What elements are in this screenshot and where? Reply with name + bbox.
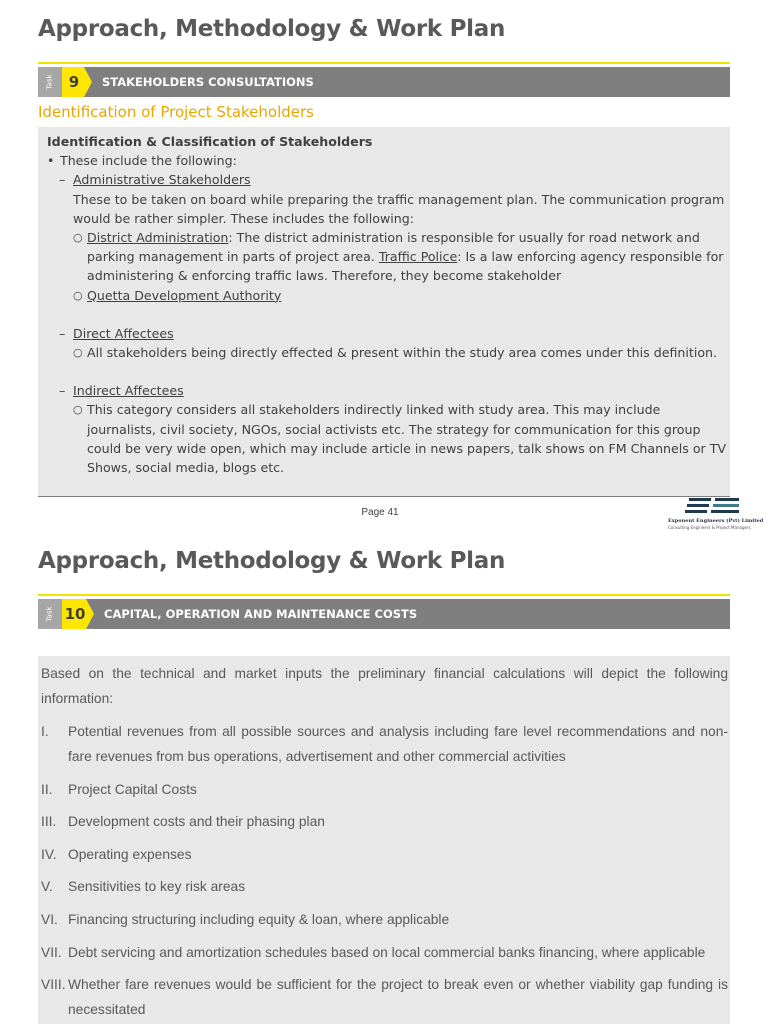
list-item [41,777,728,802]
section-subheading: Identification of Project Stakeholders [38,103,314,121]
list-item-number: V. [41,879,53,895]
indirect-affectees-description: ○ This category considers all stakeholders indirectly linked with study area. This may include journalists, civil society, NGOs, social activists etc. The strategy for communication for this group could be very wide open, which may include article in news papers, talk shows on FM Channels or TV Shows, social media, blogs etc. [73,400,730,477]
page-title: Approach, Methodology & Work Plan [38,16,506,42]
task-title: CAPITAL, OPERATION AND MAINTENANCE COSTS [104,607,418,621]
list-item-direct-affectees: – Direct Affectees [59,324,730,343]
task-header-bar [38,67,730,97]
task-tag: Task [38,599,62,629]
task-title: STAKEHOLDERS CONSULTATIONS [102,75,314,89]
bullet-item: • These include the following: [47,151,730,170]
list-item-text: Debt servicing and amortization schedules based on local commercial banks financing, where applicable [68,944,706,960]
circle-bullet-icon: ○ [73,288,83,302]
list-item-number: VIII. [41,977,66,993]
title-divider [38,62,730,64]
list-item-text: Sensitivities to key risk areas [68,879,246,895]
list-item-number: III. [41,814,57,830]
direct-affectees-description: ○ All stakeholders being directly effected & present within the study area comes under this definition. [73,343,730,362]
bullet-dot-icon: • [47,153,55,169]
list-item-quetta-development: ○ Quetta Development Authority [73,286,730,305]
list-item-number: VI. [41,911,58,927]
list-item [41,940,728,965]
list-item [41,907,728,932]
page-title: Approach, Methodology & Work Plan [38,548,506,574]
list-item-text: Whether fare revenues would be sufficient for the project to break even or whether viability gap funding is necessitated [68,977,728,1018]
list-item-district-administration: ○ District Administration: The district administration is responsible for usually for road network and parking management in parts of project area. Traffic Police: Is a law enforcing agency responsible for administering & enforcing traffic laws. Therefore, they become stakeholder [73,228,730,286]
list-item [41,972,728,1022]
dash-marker-icon: – [59,325,66,341]
list-item [41,719,728,769]
panel-heading: Identification & Classification of Stakeholders [47,134,373,149]
list-item-indirect-affectees: – Indirect Affectees [59,381,730,400]
task-number-badge: 9 [62,67,84,97]
stakeholders-content-panel [38,127,730,496]
title-divider [38,594,730,596]
costs-intro: Based on the technical and market inputs the preliminary financial calculations will depict the following information: [41,666,728,706]
circle-bullet-icon: ○ [73,231,83,245]
list-item-text: Potential revenues from all possible sources and analysis including fare level recommendations and non-fare revenues from bus operations, advertisement and other commercial activities [68,724,728,764]
circle-bullet-icon: ○ [73,403,83,417]
logo-bars-icon [685,497,741,515]
panel-bottom-rule [38,496,730,497]
list-item-text: Financing structuring including equity & loan, where applicable [68,911,450,927]
task-number-badge: 10 [62,599,86,629]
list-item-number: IV. [41,846,57,862]
list-item [41,809,728,834]
list-item-text: Operating expenses [68,846,192,862]
task-tag: Task [38,67,62,97]
circle-bullet-icon: ○ [73,346,83,360]
logo-company-name: Exponent Engineers (Pvt) Limited [668,518,764,524]
administrative-description: These to be taken on board while preparing the traffic management plan. The communication program would be rather simpler. These includes the following: [73,191,725,226]
dash-marker-icon: – [59,383,66,399]
logo-tagline: Consulting Engineers & Project Managers [668,525,751,530]
list-item [41,842,728,867]
list-item [41,874,728,899]
list-item-text: Development costs and their phasing plan [68,814,325,830]
roman-numbered-list [41,719,728,1022]
list-item-text: Project Capital Costs [68,781,197,797]
list-item-number: VII. [41,944,62,960]
task-header-bar [38,599,730,629]
costs-content-panel [38,656,730,1024]
slide-page-42 [0,532,768,1024]
list-item-administrative: – Administrative Stakeholders [59,170,730,189]
list-item-number: I. [41,724,49,739]
company-logo [668,497,764,533]
dash-marker-icon: – [59,172,66,188]
list-item-number: II. [41,781,53,797]
page-number: Page 41 [361,507,399,518]
